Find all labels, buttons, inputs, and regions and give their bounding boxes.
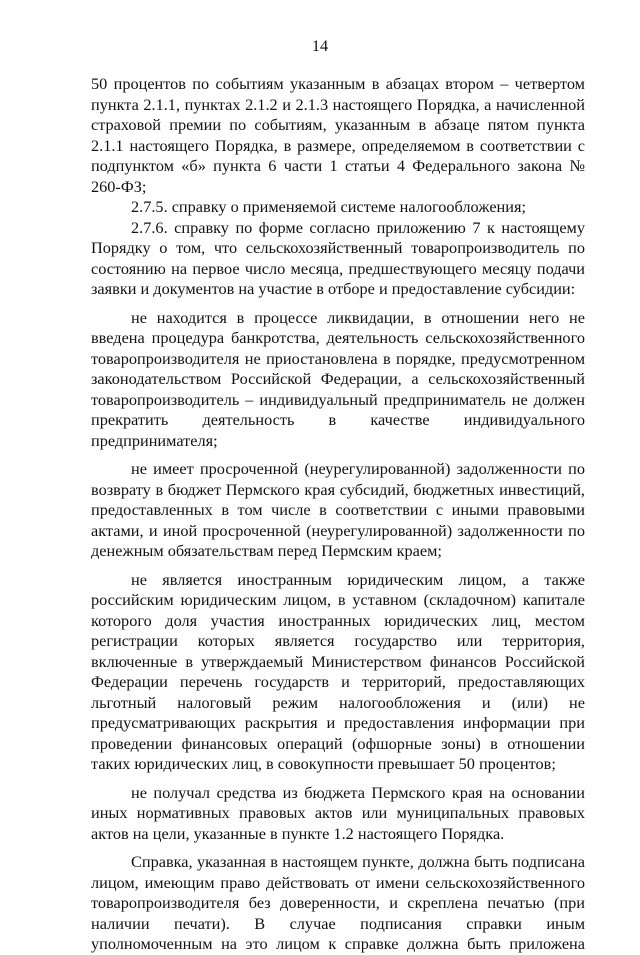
paragraph-signature-requirement: Справка, указанная в настоящем пункте, должна быть подписана лицом, имеющим право действовать от имени сельскохозяйственного товаропроизводителя без доверенности, и скреплена печатью (при наличии печати). В случае подписания справки иным уполномоченным на это лицом к справке должна быть приложена [91,852,585,953]
document-body [91,74,585,955]
paragraph-not-foreign-entity: не является иностранным юридическим лицом, а также российским юридическим лицом, в уставном (складочном) капитале которого доля участия иностранных юридических лиц, местом регистрации которых является государство или территория, включенные в утверждаемый Министерством финансов Российской Федерации перечень государств и территорий, предоставляющих льготный налоговый режим налогообложения и (или) не предусматривающих раскрытия и предоставления информации при проведении финансовых операций (офшорные зоны) в отношении таких юридических лиц, в совокупности превышает 50 процентов; [91,569,585,773]
page-number: 14 [311,36,329,55]
paragraph-2-7-5: 2.7.5. справку о применяемой системе налогообложения; [131,197,526,216]
paragraph-not-in-liquidation: не находится в процессе ликвидации, в отношении него не введена процедура банкротства, деятельность сельскохозяйственного товаропроизводителя не приостановлена в порядке, предусмотренном законодательством Российской Федерации, а сельскохозяйственный товаропроизводитель – индивидуальный предприниматель не должен прекратить деятельность в качестве индивидуального предпринимателя; [91,307,585,450]
paragraph-continuation: 50 процентов по событиям указанным в абзацах втором – четвертом пункта 2.1.1, пунктах 2.1.2 и 2.1.3 настоящего Порядка, а начисленной страховой премии по событиям, указанным в абзаце пятом пункта 2.1.1 настоящего Порядка, в размере, определяемом в соответствии с подпунктом «б» пункта 6 части 1 статьи 4 Федерального закона № 260-ФЗ; [91,74,585,196]
paragraph-2-7-6: 2.7.6. справку по форме согласно приложению 7 к настоящему Порядку о том, что сельскохозяйственный товаропроизводитель по состоянию на первое число месяца, предшествующего месяцу подачи заявки и документов на участие в отборе и предоставление субсидии: [91,217,585,298]
paragraph-no-other-funds: не получал средства из бюджета Пермского края на основании иных нормативных правовых актов или муниципальных правовых актов на цели, указанные в пункте 1.2 настоящего Порядка. [91,782,585,843]
paragraph-no-overdue-debt: не имеет просроченной (неурегулированной) задолженности по возврату в бюджет Пермского края субсидий, бюджетных инвестиций, предоставленных в том числе в соответствии с иными правовыми актами, и иной просроченной (неурегулированной) задолженности по денежным обязательствам перед Пермским краем; [91,459,585,560]
